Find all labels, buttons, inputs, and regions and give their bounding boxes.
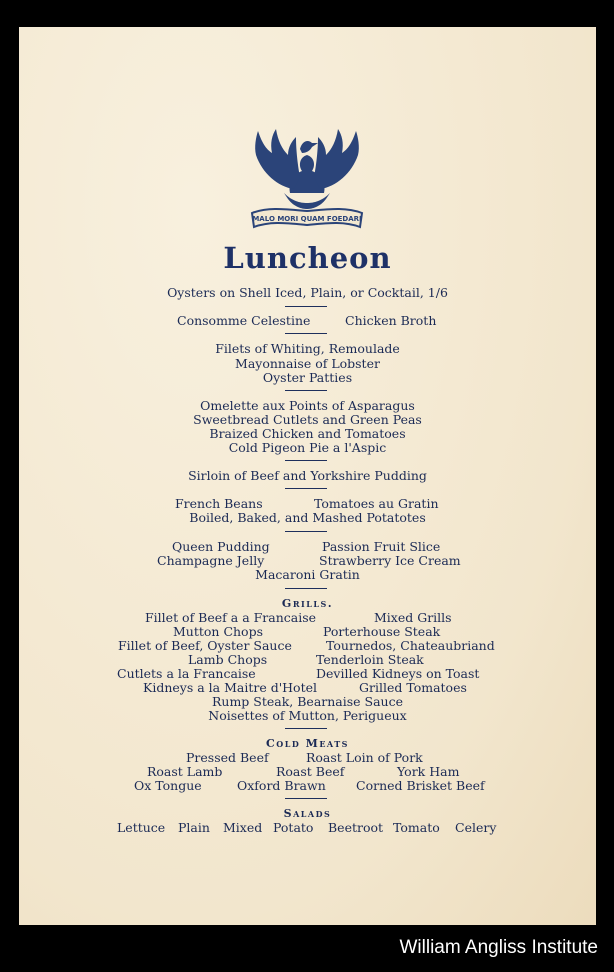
menu-item: Boiled, Baked, and Mashed Potatotes xyxy=(189,510,426,525)
page-title: Luncheon xyxy=(223,241,392,275)
menu-item: French Beans xyxy=(175,496,263,511)
menu-item: Noisettes of Mutton, Perigueux xyxy=(208,708,407,723)
menu-item: Roast Beef xyxy=(276,764,345,779)
menu-item: Tenderloin Steak xyxy=(316,652,424,667)
menu-item: Corned Brisket Beef xyxy=(356,778,485,793)
menu-item: Mixed xyxy=(223,820,263,835)
menu-item: Oxford Brawn xyxy=(237,778,326,793)
menu-item: Porterhouse Steak xyxy=(323,624,441,639)
menu-item: Grilled Tomatoes xyxy=(359,680,467,695)
menu-item: Tournedos, Chateaubriand xyxy=(326,638,495,653)
menu-item: Pressed Beef xyxy=(186,750,269,765)
menu-item: Roast Loin of Pork xyxy=(306,750,423,765)
section-heading: Salads xyxy=(283,807,332,820)
divider xyxy=(285,531,327,532)
menu-item: Lettuce xyxy=(117,820,166,835)
menu-item: Fillet of Beef a a Francaise xyxy=(145,610,317,625)
menu-item: Potato xyxy=(273,820,314,835)
menu-item: Filets of Whiting, Remoulade xyxy=(215,341,400,356)
menu-item: Sirloin of Beef and Yorkshire Pudding xyxy=(188,468,427,483)
menu-item: Chicken Broth xyxy=(345,313,437,328)
divider xyxy=(285,588,327,589)
menu-item: Ox Tongue xyxy=(134,778,202,793)
menu-item: Oyster Patties xyxy=(262,370,353,385)
menu-card xyxy=(19,27,596,925)
menu-item: Consomme Celestine xyxy=(177,313,311,328)
menu-item: Cutlets a la Francaise xyxy=(117,666,256,681)
menu-item: Celery xyxy=(455,820,497,835)
divider xyxy=(285,333,327,334)
menu-item: Braized Chicken and Tomatoes xyxy=(209,426,406,441)
menu-item: York Ham xyxy=(397,764,460,779)
menu-item: Sweetbread Cutlets and Green Peas xyxy=(193,412,422,427)
divider xyxy=(285,488,327,489)
menu-item: Queen Pudding xyxy=(172,539,270,554)
menu-item: Rump Steak, Bearnaise Sauce xyxy=(211,694,403,709)
divider xyxy=(285,728,327,729)
menu-item: Roast Lamb xyxy=(147,764,223,779)
divider xyxy=(285,390,327,391)
menu-item: Omelette aux Points of Asparagus xyxy=(200,398,415,413)
crest-motto: MALO MORI QUAM FOEDARI xyxy=(252,215,362,223)
phoenix-crest-icon xyxy=(248,127,366,237)
menu-item: Tomato xyxy=(393,820,440,835)
menu-item: Tomatoes au Gratin xyxy=(314,496,439,511)
oysters-line: Oysters on Shell Iced, Plain, or Cocktail, 1/6 xyxy=(167,285,448,300)
menu-item: Fillet of Beef, Oyster Sauce xyxy=(118,638,292,653)
menu-item: Mixed Grills xyxy=(374,610,452,625)
menu-item: Lamb Chops xyxy=(188,652,268,667)
menu-item: Mutton Chops xyxy=(173,624,264,639)
menu-item: Champagne Jelly xyxy=(157,553,265,568)
divider xyxy=(285,306,327,307)
menu-item: Macaroni Gratin xyxy=(255,567,360,582)
menu-item: Beetroot xyxy=(328,820,384,835)
menu-item: Kidneys a la Maitre d'Hotel xyxy=(143,680,317,695)
menu-item: Passion Fruit Slice xyxy=(322,539,441,554)
menu-item: Strawberry Ice Cream xyxy=(319,553,461,568)
divider xyxy=(285,460,327,461)
menu-item: Devilled Kidneys on Toast xyxy=(316,666,480,681)
divider xyxy=(285,798,327,799)
section-heading: Grills. xyxy=(281,597,334,610)
section-heading: Cold Meats xyxy=(266,737,349,750)
credit-caption: William Angliss Institute xyxy=(399,937,598,958)
menu-item: Mayonnaise of Lobster xyxy=(235,356,380,371)
menu-item: Cold Pigeon Pie a l'Aspic xyxy=(228,440,387,455)
menu-item: Plain xyxy=(178,820,210,835)
